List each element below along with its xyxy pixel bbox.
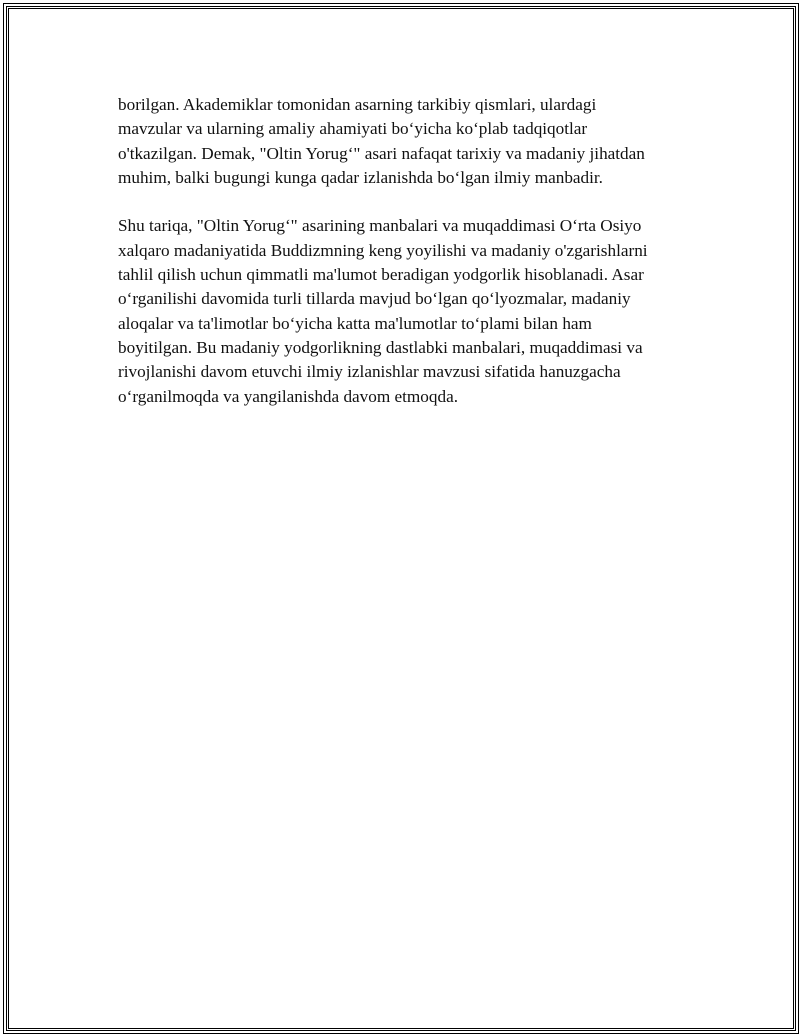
paragraph-1: borilgan. Akademiklar tomonidan asarning tarkibiy qismlari, ulardagi mavzular va ularning amaliy ahamiyati bo‘yicha ko‘plab tadqiqotlar o'tkazilgan. Demak, "Oltin Yorug‘" asari nafaqat tarixiy va madaniy jihatdan muhim, balki bugungi kunga qadar izlanishda bo‘lgan ilmiy manbadir. [118, 95, 645, 187]
paragraph-2: Shu tariqa, "Oltin Yorug‘" asarining manbalari va muqaddimasi O‘rta Osiyo xalqaro madaniyatida Buddizmning keng yoyilishi va madaniy o'zgarishlarni tahlil qilish uchun qimmatli ma'lumot beradigan yodgorlik hisoblanadi. Asar o‘rganilishi davomida turli tillarda mavjud bo‘lgan qo‘lyozmalar, madaniy aloqalar va ta'limotlar bo‘yicha katta ma'lumotlar to‘plami bilan ham boyitilgan. Bu madaniy yodgorlikning dastlabki manbalari, muqaddimasi va rivojlanishi davom etuvchi ilmiy izlanishlar mavzusi sifatida hanuzgacha o‘rganilmoqda va yangilanishda davom etmoqda. [118, 216, 648, 406]
document-body [118, 93, 698, 409]
